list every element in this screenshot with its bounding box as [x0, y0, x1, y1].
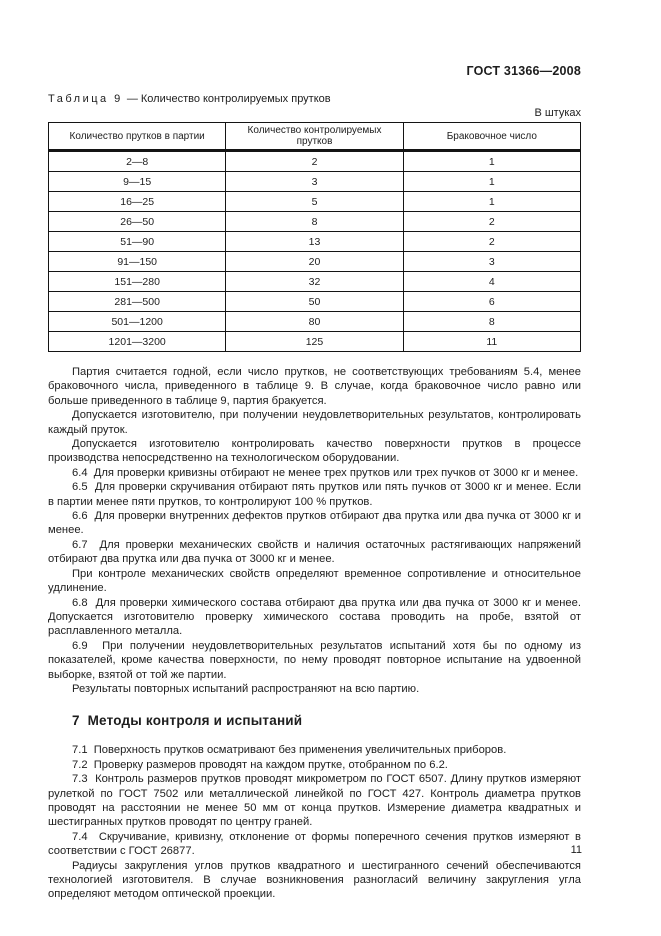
cell-party-range: 2—8	[49, 151, 226, 172]
table-row	[49, 292, 581, 312]
table-row	[49, 232, 581, 252]
paragraph-6-8: 6.8 Для проверки химического состава отбирают два прутка или два пучка от 3000 кг и менее. Допускается изготовителю проверку химического состава проводить на пробе, взятой от расплавленного металла.	[48, 596, 581, 638]
table-caption-label: Таблица 9	[48, 93, 123, 105]
cell-controlled: 13	[226, 232, 403, 252]
standard-number: ГОСТ 31366—2008	[466, 64, 581, 78]
cell-party-range: 26—50	[49, 212, 226, 232]
paragraph-6-6: 6.6 Для проверки внутренних дефектов прутков отбирают два прутка или два пучка от 3000 кг и менее.	[48, 510, 581, 537]
cell-rejection: 2	[403, 232, 580, 252]
table-header	[49, 123, 581, 151]
column-header-controlled-quantity: Количество контролируемых прутков	[226, 123, 403, 151]
cell-rejection: 6	[403, 292, 580, 312]
cell-controlled: 50	[226, 292, 403, 312]
table-header-row	[49, 123, 581, 151]
cell-controlled: 8	[226, 212, 403, 232]
cell-controlled: 125	[226, 332, 403, 352]
cell-controlled: 3	[226, 172, 403, 192]
section-7-heading: 7 Методы контроля и испытаний	[72, 713, 303, 729]
cell-rejection: 1	[403, 192, 580, 212]
column-header-party-quantity: Количество прутков в партии	[49, 123, 226, 151]
paragraph-surface-control: Допускается изготовителю контролировать качество поверхности прутков в процессе производства непосредственно на технологическом оборудовании.	[48, 438, 581, 465]
table-row	[49, 332, 581, 352]
cell-controlled: 20	[226, 252, 403, 272]
cell-party-range: 281—500	[49, 292, 226, 312]
table-row	[49, 312, 581, 332]
table-caption-title: — Количество контролируемых прутков	[126, 93, 331, 105]
cell-rejection: 8	[403, 312, 580, 332]
document-header	[48, 64, 581, 78]
cell-rejection: 1	[403, 151, 580, 172]
table-row	[49, 252, 581, 272]
column-header-rejection-number: Браковочное число	[403, 123, 580, 151]
cell-party-range: 9—15	[49, 172, 226, 192]
table-row	[49, 212, 581, 232]
table-row	[49, 172, 581, 192]
section-7-text	[48, 743, 581, 901]
cell-rejection: 2	[403, 212, 580, 232]
cell-rejection: 11	[403, 332, 580, 352]
content-area	[48, 0, 581, 902]
cell-party-range: 1201—3200	[49, 332, 226, 352]
paragraph-mech-properties: При контроле механических свойств определяют временное сопротивление и относительное удлинение.	[48, 567, 581, 595]
table-row	[49, 272, 581, 292]
paragraph-retest-results: Результаты повторных испытаний распространяют на всю партию.	[72, 682, 420, 695]
section-6-text	[48, 365, 581, 696]
paragraph-6-5: 6.5 Для проверки скручивания отбирают пять прутков или пять пучков от 3000 кг и менее. Если в партии менее пяти прутков, то контролируют 100 % прутков.	[48, 481, 581, 508]
table-caption	[48, 93, 581, 105]
cell-party-range: 151—280	[49, 272, 226, 292]
units-note: В штуках	[534, 107, 581, 119]
paragraph-7-2: 7.2 Проверку размеров проводят на каждом прутке, отобранном по 6.2.	[72, 758, 448, 771]
cell-party-range: 51—90	[49, 232, 226, 252]
table-row	[49, 151, 581, 172]
paragraph-7-1: 7.1 Поверхность прутков осматривают без применения увеличительных приборов.	[72, 744, 507, 757]
paragraph-7-3: 7.3 Контроль размеров прутков проводят микрометром по ГОСТ 6507. Длину прутков измеряют рулеткой по ГОСТ 7502 или металлической линейкой по ГОСТ 427. Контроль диаметра прутков проводят на расстоянии не менее 50 мм от конца прутков. Измерение диаметра квадратных и шестигранных прутков проводят по центру граней.	[48, 773, 581, 829]
cell-controlled: 5	[226, 192, 403, 212]
cell-rejection: 3	[403, 252, 580, 272]
page-number: 11	[570, 844, 582, 856]
cell-controlled: 32	[226, 272, 403, 292]
paragraph-each-rod: Допускается изготовителю, при получении неудовлетворительных результатов, контролировать каждый пруток.	[48, 409, 581, 436]
cell-rejection: 4	[403, 272, 580, 292]
paragraph-corner-radii: Радиусы закругления углов прутков квадратного и шестигранного сечений обеспечиваются технологией изготовителя. В случае возникновения разногласий величину закругления угла определяют методом оптической проекции.	[48, 859, 581, 901]
paragraph-6-9: 6.9 При получении неудовлетворительных результатов испытаний хотя бы по одному из показателей, кроме качества поверхности, по нему проводят повторное испытание на удвоенной выборке, взятой от той же партии.	[48, 639, 581, 681]
table-body	[49, 151, 581, 352]
cell-controlled: 2	[226, 151, 403, 172]
cell-rejection: 1	[403, 172, 580, 192]
paragraph-acceptance: Партия считается годной, если число прутков, не соответствующих требованиям 5.4, менее браковочного числа, приведенного в таблице 9. В случае, когда браковочное число равно или больше приведенного в таблице 9, партия бракуется.	[48, 366, 581, 407]
controlled-rods-table	[48, 122, 581, 352]
cell-party-range: 16—25	[49, 192, 226, 212]
cell-party-range: 501—1200	[49, 312, 226, 332]
table-row	[49, 192, 581, 212]
paragraph-6-4: 6.4 Для проверки кривизны отбирают не менее трех прутков или трех пучков от 3000 кг и менее.	[72, 466, 579, 479]
cell-controlled: 80	[226, 312, 403, 332]
paragraph-6-7: 6.7 Для проверки механических свойств и наличия остаточных растягивающих напряжений отбирают два прутка или два пучка от 3000 кг и менее.	[48, 538, 581, 566]
paragraph-7-4: 7.4 Скручивание, кривизну, отклонение от формы поперечного сечения прутков измеряют в соответствии с ГОСТ 26877.	[48, 830, 581, 858]
cell-party-range: 91—150	[49, 252, 226, 272]
